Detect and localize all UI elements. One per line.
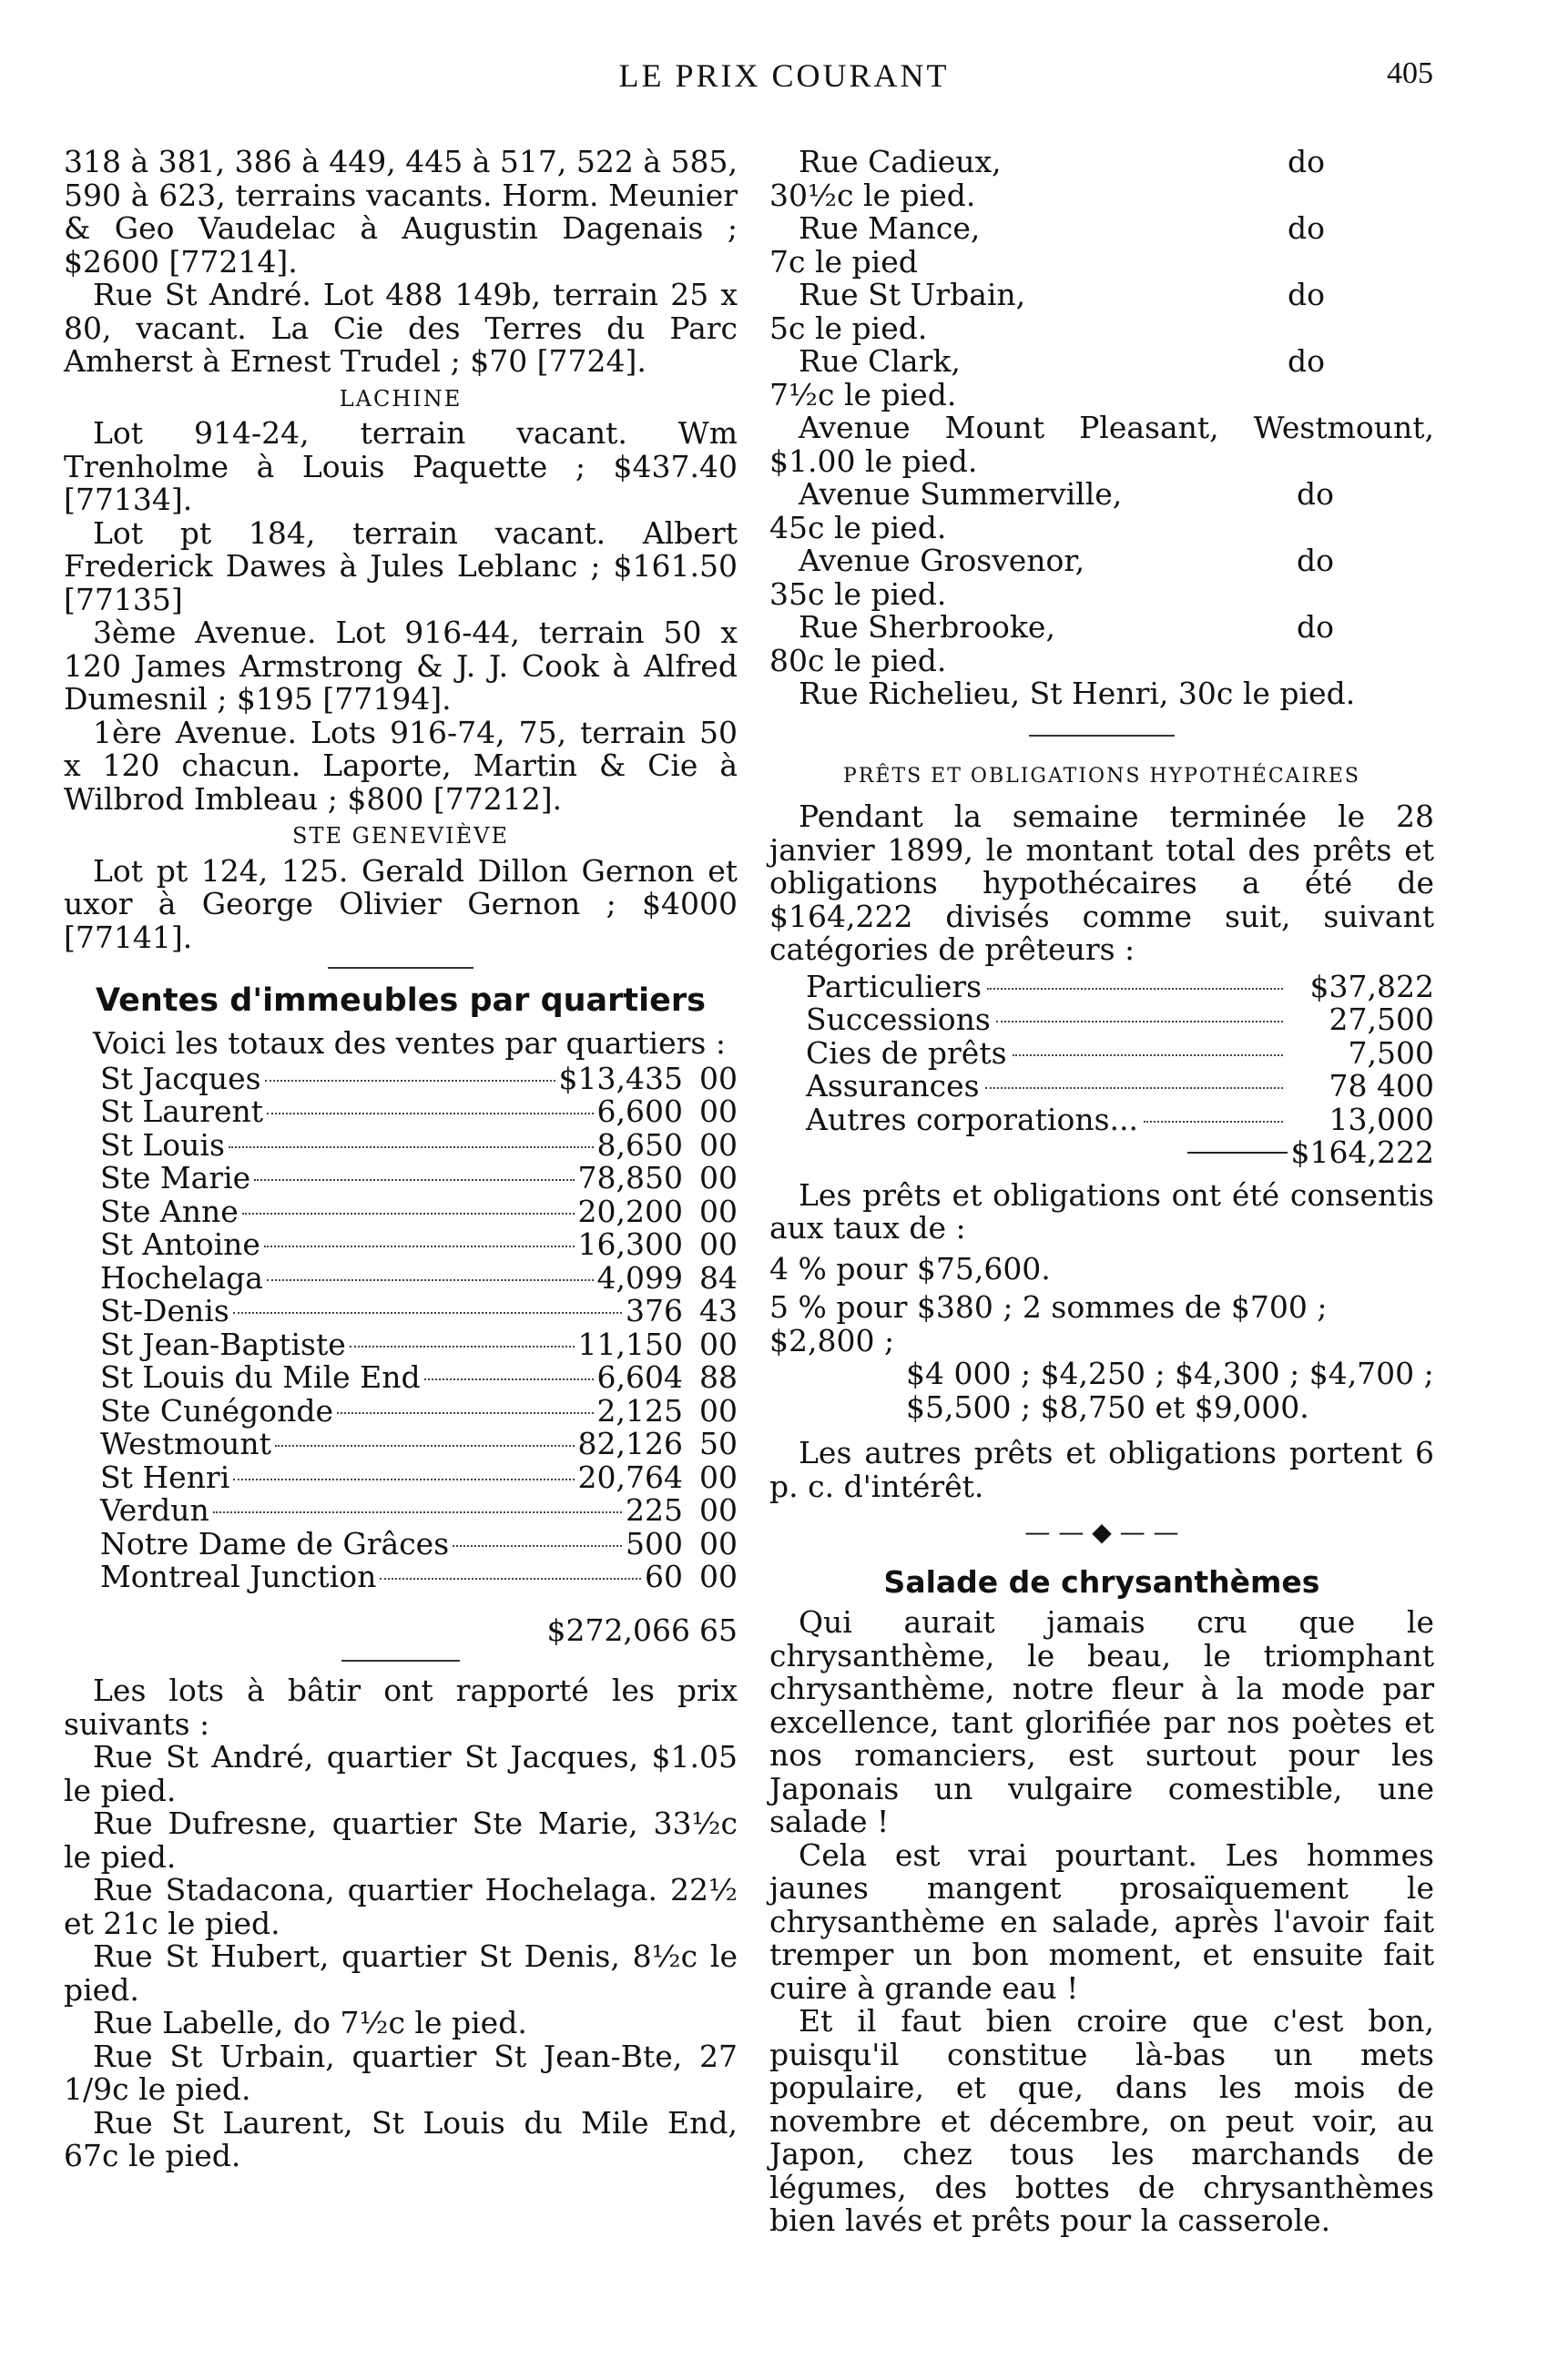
paragraph: Voici les totaux des ventes par quartiers :: [93, 1025, 726, 1061]
rate-line: 5 % pour $380 ; 2 sommes de $700 ; $2,800 ;: [769, 1289, 1328, 1358]
rate-line: $5,500 ; $8,750 et $9,000.: [906, 1388, 1309, 1425]
table-row: St Henri 20,764 00: [100, 1459, 738, 1495]
table-row: St Louis 8,650 00: [100, 1126, 738, 1163]
paragraph: Rue St André. Lot 488 149b, terrain 25 x 80, vacant. La Cie des Terres du Parc Amherst à Ernest Trudel ; $70 [7724].: [64, 277, 738, 379]
paragraph: Rue Stadacona, quartier Hochelaga. 22½ et 21c le pied.: [64, 1872, 738, 1941]
table-row: St Jacques $13,435 00: [100, 1060, 738, 1096]
paragraph: Les prêts et obligations ont été consentis aux taux de :: [769, 1176, 1434, 1246]
table-row: Autres corporations... 13,000: [806, 1101, 1434, 1137]
sales-grand-total: [100, 1614, 738, 1648]
list-item-price: 30½c le pied.: [769, 177, 976, 213]
list-item: Avenue Grosvenor, do: [799, 543, 1334, 578]
paragraph: Et il faut bien croire que c'est bon, puisqu'il constitue là-bas un mets populaire, et que, dans les mois de novembre et décembre, on peut voir, au Japon, chez tous les marchands de légumes, des bottes de chrysanthèmes bien lavés et prêts pour la casserole.: [769, 2003, 1434, 2238]
paragraph: Pendant la semaine terminée le 28 janvier 1899, le montant total des prêts et obligations hypothécaires a été de $164,222 divisés comme suit, suivant catégories de prêteurs :: [769, 798, 1434, 967]
list-item-price: 35c le pied.: [769, 575, 947, 612]
article-title-ventes: Ventes d'immeubles par quartiers: [95, 982, 706, 1019]
article-title-salade: Salade de chrysanthèmes: [883, 1563, 1320, 1600]
table-row: Montreal Junction 60 00: [100, 1559, 738, 1594]
table-row: Ste Anne 20,200 00: [100, 1193, 738, 1229]
table-row: Notre Dame de Grâces 500 00: [100, 1525, 738, 1561]
table-row: Hochelaga 4,099 84: [100, 1259, 738, 1296]
ornament-divider: — — ◆ — —: [1024, 1517, 1179, 1547]
table-row: St-Denis 376 43: [100, 1293, 738, 1328]
list-item: Avenue Mount Pleasant, Westmount, $1.00 le pied.: [769, 410, 1434, 479]
total-cents: 65: [699, 1612, 738, 1648]
table-row: Ste Cunégonde 2,125 00: [100, 1392, 738, 1429]
paragraph: Rue Dufresne, quartier Ste Marie, 33½c le pied.: [64, 1805, 738, 1875]
paragraph: 318 à 381, 386 à 449, 445 à 517, 522 à 585, 590 à 623, terrains vacants. Horm. Meunier & Geo Vaudelac à Augustin Dagenais ; $2600 [77214].: [64, 144, 738, 280]
paragraph: Rue St André, quartier St Jacques, $1.05 le pied.: [64, 1739, 738, 1808]
paragraph: Rue St Hubert, quartier St Denis, 8½c le pied.: [64, 1938, 738, 2008]
lenders-total: $164,222: [806, 1136, 1434, 1170]
table-row: Ste Marie 78,850 00: [100, 1160, 738, 1195]
paragraph: Qui aurait jamais cru que le chrysanthème, le beau, le triomphant chrysanthème, notre fleur à la mode par excellence, tant glorifiée par nos poètes et nos romanciers, est surtout pour les Japonais un vulgaire comestible, une salade !: [769, 1604, 1434, 1839]
table-row: St Jean-Baptiste 11,150 00: [100, 1326, 738, 1362]
table-row: Westmount 82,126 50: [100, 1426, 738, 1461]
paragraph: Rue St Laurent, St Louis du Mile End, 67c le pied.: [64, 2104, 738, 2173]
divider: [341, 1660, 460, 1662]
list-item: Rue Sherbrooke, do: [799, 609, 1334, 645]
rate-line: $4 000 ; $4,250 ; $4,300 ; $4,700 ;: [906, 1356, 1434, 1391]
list-item-price: 45c le pied.: [769, 509, 947, 545]
list-item-price: 80c le pied.: [769, 642, 947, 678]
list-item: Rue Mance, do: [799, 210, 1325, 246]
total-amount: $272,066: [546, 1612, 690, 1648]
table-row: St Antoine 16,300 00: [100, 1226, 738, 1262]
paragraph: Lot 914-24, terrain vacant. Wm Trenholme à Louis Paquette ; $437.40 [77134].: [64, 415, 738, 517]
section-heading-lachine: LACHINE: [339, 385, 463, 412]
paragraph: 1ère Avenue. Lots 916-74, 75, terrain 50 x 120 chacun. Laporte, Martin & Cie à Wilbrod Imbleau ; $800 [77212].: [64, 714, 738, 817]
section-heading-ste-genevieve: STE GENEVIÈVE: [292, 823, 509, 849]
table-row: Cies de prêts 7,500: [806, 1034, 1434, 1071]
paragraph: 3ème Avenue. Lot 916-44, terrain 50 x 120 James Armstrong & J. J. Cook à Alfred Dumesnil ; $195 [77194].: [64, 615, 738, 717]
paragraph: Rue Labelle, do 7½c le pied.: [93, 2005, 527, 2040]
page-header: [0, 56, 1568, 102]
list-item: Rue St Urbain, do: [799, 277, 1325, 312]
paragraph: Les lots à bâtir ont rapporté les prix suivants :: [64, 1673, 738, 1742]
table-row: Particuliers $37,822: [806, 968, 1434, 1004]
list-item-price: 7½c le pied.: [769, 376, 957, 412]
list-item-price: 7c le pied: [769, 243, 918, 280]
list-item-price: 5c le pied.: [769, 310, 928, 346]
left-column: [64, 146, 738, 2173]
divider: [1029, 735, 1175, 737]
list-item: Rue Cadieux, do: [799, 144, 1325, 179]
page-number: 405: [1387, 56, 1433, 90]
list-item: Rue Clark, do: [799, 343, 1325, 379]
paragraph: Lot pt 184, terrain vacant. Albert Frederick Dawes à Jules Leblanc ; $161.50 [77135]: [64, 514, 738, 617]
table-row: Verdun 225 00: [100, 1492, 738, 1528]
paragraph: Cela est vrai pourtant. Les hommes jaunes mangent prosaïquement le chrysanthème en salade, après l'avoir fait tremper un bon moment, et ensuite fait cuire à grande eau !: [769, 1836, 1434, 2006]
rates-list: [769, 1250, 1434, 1425]
table-row: Successions 27,500: [806, 1002, 1434, 1037]
paragraph: Les autres prêts et obligations portent 6 p. c. d'intérêt.: [769, 1435, 1434, 1504]
table-row: St Louis du Mile End 6,604 88: [100, 1359, 738, 1395]
right-column: [769, 146, 1434, 2238]
table-row: St Laurent 6,600 00: [100, 1093, 738, 1129]
lenders-table: [806, 968, 1434, 1170]
street-prices-list: [769, 146, 1434, 711]
list-item: Avenue Summerville, do: [799, 476, 1334, 512]
rate-line: 4 % pour $75,600.: [769, 1250, 1051, 1287]
table-row: Assurances 78 400: [806, 1068, 1434, 1104]
sales-by-ward-table: [100, 1060, 738, 1648]
section-heading-prets: PRÊTS ET OBLIGATIONS HYPOTHÉCAIRES: [843, 764, 1360, 788]
journal-title: LE PRIX COURANT: [618, 57, 950, 94]
paragraph: Rue St Urbain, quartier St Jean-Bte, 27 1/9c le pied.: [64, 2038, 738, 2107]
divider: [328, 967, 473, 969]
paragraph: Lot pt 124, 125. Gerald Dillon Gernon et uxor à George Olivier Gernon ; $4000 [77141].: [64, 852, 738, 955]
list-item: Rue Richelieu, St Henri, 30c le pied.: [799, 676, 1356, 711]
